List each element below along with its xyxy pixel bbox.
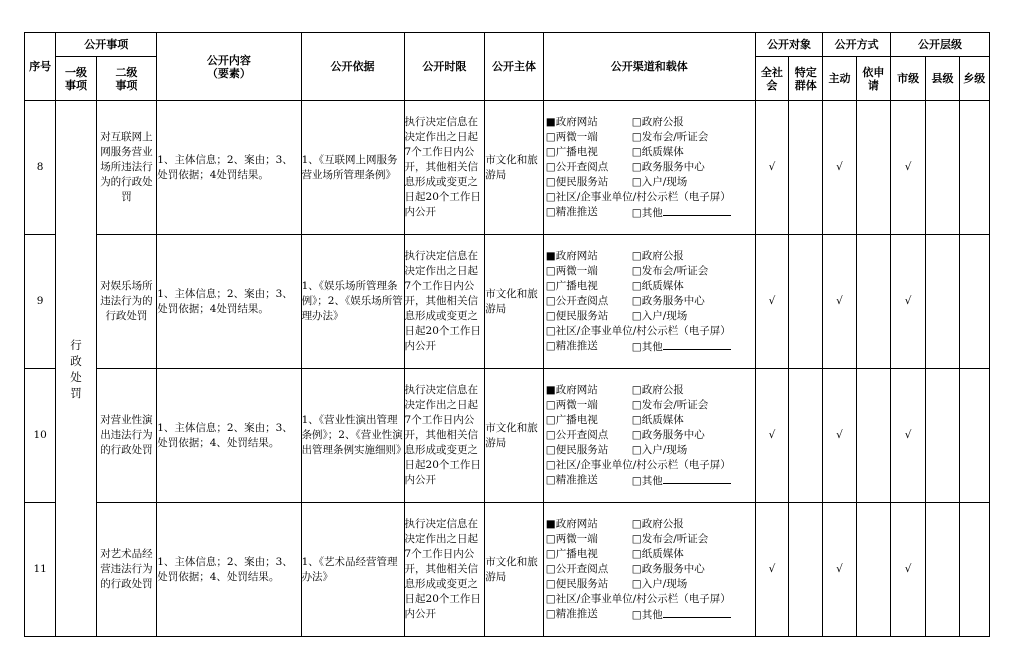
checkbox-icon: □ — [545, 443, 556, 456]
check-target-all: √ — [755, 101, 788, 235]
channel-service-station: 便民服务站 — [555, 309, 609, 322]
header-basis: 公开依据 — [301, 33, 404, 101]
header-matter: 公开事项 — [56, 33, 157, 57]
row-time: 执行决定信息在决定作出之日起7个工作日内公开，其他相关信息形成或变更之日起20个工作日内公开 — [404, 235, 485, 369]
check-method-active: √ — [823, 369, 856, 503]
channel-community: 社区/企事业单位/村公示栏（电子屏） — [555, 190, 731, 203]
header-target-specific: 特定 群体 — [789, 57, 823, 101]
header-subject: 公开主体 — [485, 33, 544, 101]
channel-query-point: 公开查阅点 — [555, 428, 609, 441]
cell-level-town — [959, 503, 989, 637]
checkbox-icon: □ — [631, 398, 642, 411]
cell-method-apply — [856, 235, 890, 369]
channel-radio-tv: 广播电视 — [555, 547, 598, 560]
table-body — [25, 101, 990, 637]
channel-press: 发布会/听证会 — [641, 130, 709, 143]
check-target-all: √ — [755, 369, 788, 503]
header-method-apply: 依申 请 — [856, 57, 890, 101]
channel-service-center: 政务服务中心 — [641, 160, 705, 173]
checkbox-icon: □ — [545, 294, 556, 307]
channel-other: 其他 — [641, 340, 663, 353]
checkbox-icon: □ — [545, 190, 556, 203]
channel-community: 社区/企事业单位/村公示栏（电子屏） — [555, 592, 731, 605]
channel-query-point: 公开查阅点 — [555, 294, 609, 307]
channel-query-point: 公开查阅点 — [555, 160, 609, 173]
checked-box-icon: ■ — [545, 383, 556, 396]
other-blank-line — [663, 205, 731, 216]
channel-service-center: 政务服务中心 — [641, 428, 705, 441]
checkbox-icon: □ — [545, 175, 556, 188]
channel-query-point: 公开查阅点 — [555, 562, 609, 575]
checkbox-icon: □ — [545, 413, 556, 426]
checkbox-icon: □ — [545, 309, 556, 322]
row-level2: 对营业性演出违法行为的行政处罚 — [96, 369, 157, 503]
table-row — [25, 235, 990, 369]
channel-push: 精准推送 — [555, 205, 598, 218]
channel-service-station: 便民服务站 — [555, 175, 609, 188]
channel-press: 发布会/听证会 — [641, 264, 709, 277]
row-level2: 对艺术品经营违法行为的行政处罚 — [96, 503, 157, 637]
other-blank-line — [663, 607, 731, 618]
checkbox-icon: □ — [545, 130, 556, 143]
cell-target-specific — [789, 369, 823, 503]
row-level1 — [56, 101, 96, 637]
channel-community: 社区/企事业单位/村公示栏（电子屏） — [555, 458, 731, 471]
other-blank-line — [663, 339, 731, 350]
header-target-all: 全社 会 — [755, 57, 788, 101]
header-level-city: 市级 — [890, 57, 925, 101]
channel-gov-site: 政府网站 — [555, 517, 598, 530]
header-time: 公开时限 — [404, 33, 485, 101]
header-target: 公开对象 — [755, 33, 823, 57]
channel-gov-gazette: 政府公报 — [641, 517, 684, 530]
checkbox-icon: □ — [631, 443, 642, 456]
cell-level-county — [926, 235, 959, 369]
checkbox-icon: □ — [631, 115, 642, 128]
channel-door-site: 入户/现场 — [641, 175, 688, 188]
header-content: 公开内容 （要素） — [157, 33, 301, 101]
channel-press: 发布会/听证会 — [641, 532, 709, 545]
cell-method-apply — [856, 503, 890, 637]
checkbox-icon: □ — [545, 264, 556, 277]
checkbox-icon: □ — [631, 249, 642, 262]
check-method-active: √ — [823, 101, 856, 235]
row-channel — [543, 101, 755, 235]
checkbox-icon: □ — [545, 473, 556, 486]
check-method-active: √ — [823, 503, 856, 637]
checkbox-icon: □ — [545, 324, 556, 337]
channel-gov-gazette: 政府公报 — [641, 383, 684, 396]
channel-print-media: 纸质媒体 — [641, 413, 684, 426]
checkbox-icon: □ — [631, 309, 642, 322]
row-seq: 10 — [25, 369, 56, 503]
channel-gov-site: 政府网站 — [555, 249, 598, 262]
row-seq: 8 — [25, 101, 56, 235]
header-channel: 公开渠道和载体 — [543, 33, 755, 101]
checkbox-icon: □ — [631, 206, 642, 219]
cell-method-apply — [856, 369, 890, 503]
header-level: 公开层级 — [890, 33, 989, 57]
cell-target-specific — [789, 235, 823, 369]
row-basis: 1、《娱乐场所管理条例》；2、《娱乐场所管理办法》 — [301, 235, 404, 369]
channel-print-media: 纸质媒体 — [641, 279, 684, 292]
checkbox-icon: □ — [545, 532, 556, 545]
channel-press: 发布会/听证会 — [641, 398, 709, 411]
cell-target-specific — [789, 503, 823, 637]
header-seq: 序号 — [25, 33, 56, 101]
row-time: 执行决定信息在决定作出之日起7个工作日内公开，其他相关信息形成或变更之日起20个工作日内公开 — [404, 101, 485, 235]
channel-two-micro: 两微一端 — [555, 130, 598, 143]
row-subject: 市文化和旅游局 — [485, 369, 544, 503]
checkbox-icon: □ — [631, 517, 642, 530]
disclosure-table — [24, 32, 990, 637]
header-level-town: 乡级 — [959, 57, 989, 101]
row-content: 1、主体信息；2、案由；3、处罚依据；4处罚结果。 — [157, 235, 301, 369]
check-target-all: √ — [755, 503, 788, 637]
check-level-city: √ — [890, 503, 925, 637]
row-time: 执行决定信息在决定作出之日起7个工作日内公开，其他相关信息形成或变更之日起20个工作日内公开 — [404, 503, 485, 637]
channel-print-media: 纸质媒体 — [641, 145, 684, 158]
cell-level-county — [926, 503, 959, 637]
checked-box-icon: ■ — [545, 249, 556, 262]
cell-method-apply — [856, 101, 890, 235]
check-level-city: √ — [890, 101, 925, 235]
checkbox-icon: □ — [631, 532, 642, 545]
checkbox-icon: □ — [631, 340, 642, 353]
checkbox-icon: □ — [631, 264, 642, 277]
checkbox-icon: □ — [545, 160, 556, 173]
header-level1: 一级 事项 — [56, 57, 96, 101]
checkbox-icon: □ — [545, 279, 556, 292]
channel-gov-site: 政府网站 — [555, 115, 598, 128]
table-row — [25, 101, 990, 235]
channel-service-center: 政务服务中心 — [641, 562, 705, 575]
checkbox-icon: □ — [545, 577, 556, 590]
header-level2: 二级 事项 — [96, 57, 157, 101]
checkbox-icon: □ — [631, 428, 642, 441]
checkbox-icon: □ — [631, 474, 642, 487]
check-method-active: √ — [823, 235, 856, 369]
cell-level-town — [959, 101, 989, 235]
channel-two-micro: 两微一端 — [555, 532, 598, 545]
channel-radio-tv: 广播电视 — [555, 413, 598, 426]
checkbox-icon: □ — [545, 339, 556, 352]
channel-service-station: 便民服务站 — [555, 443, 609, 456]
channel-other: 其他 — [641, 206, 663, 219]
checkbox-icon: □ — [631, 383, 642, 396]
channel-radio-tv: 广播电视 — [555, 145, 598, 158]
channel-radio-tv: 广播电视 — [555, 279, 598, 292]
row-subject: 市文化和旅游局 — [485, 503, 544, 637]
channel-service-station: 便民服务站 — [555, 577, 609, 590]
checkbox-icon: □ — [631, 547, 642, 560]
checkbox-icon: □ — [631, 608, 642, 621]
channel-door-site: 入户/现场 — [641, 443, 688, 456]
row-subject: 市文化和旅游局 — [485, 235, 544, 369]
channel-two-micro: 两微一端 — [555, 264, 598, 277]
channel-door-site: 入户/现场 — [641, 309, 688, 322]
row-content: 1、主体信息；2、案由；3、处罚依据；4、处罚结果。 — [157, 369, 301, 503]
row-basis: 1、《互联网上网服务营业场所管理条例》 — [301, 101, 404, 235]
cell-level-county — [926, 101, 959, 235]
checkbox-icon: □ — [631, 413, 642, 426]
header-method: 公开方式 — [823, 33, 891, 57]
checkbox-icon: □ — [631, 562, 642, 575]
check-level-city: √ — [890, 369, 925, 503]
channel-push: 精准推送 — [555, 339, 598, 352]
check-level-city: √ — [890, 235, 925, 369]
table-row — [25, 369, 990, 503]
channel-gov-gazette: 政府公报 — [641, 249, 684, 262]
row-seq: 9 — [25, 235, 56, 369]
row-seq: 11 — [25, 503, 56, 637]
channel-service-center: 政务服务中心 — [641, 294, 705, 307]
checkbox-icon: □ — [545, 428, 556, 441]
row-level2: 对娱乐场所违法行为的行政处罚 — [96, 235, 157, 369]
checkbox-icon: □ — [631, 175, 642, 188]
checkbox-icon: □ — [631, 160, 642, 173]
row-content: 1、主体信息；2、案由；3、处罚依据；4、处罚结果。 — [157, 503, 301, 637]
header-level-county: 县级 — [926, 57, 959, 101]
level1-label: 行 政 处 罚 — [70, 337, 82, 400]
checkbox-icon: □ — [545, 562, 556, 575]
checkbox-icon: □ — [545, 205, 556, 218]
checkbox-icon: □ — [545, 398, 556, 411]
row-basis: 1、《艺术品经营管理办法》 — [301, 503, 404, 637]
channel-push: 精准推送 — [555, 607, 598, 620]
row-channel — [543, 503, 755, 637]
channel-other: 其他 — [641, 608, 663, 621]
checked-box-icon: ■ — [545, 115, 556, 128]
check-target-all: √ — [755, 235, 788, 369]
row-basis: 1、《营业性演出管理条例》；2、《营业性演出管理条例实施细则》 — [301, 369, 404, 503]
channel-other: 其他 — [641, 474, 663, 487]
row-content: 1、主体信息；2、案由；3、处罚依据；4处罚结果。 — [157, 101, 301, 235]
checkbox-icon: □ — [545, 458, 556, 471]
row-subject: 市文化和旅游局 — [485, 101, 544, 235]
cell-target-specific — [789, 101, 823, 235]
checkbox-icon: □ — [631, 279, 642, 292]
cell-level-county — [926, 369, 959, 503]
channel-gov-gazette: 政府公报 — [641, 115, 684, 128]
checked-box-icon: ■ — [545, 517, 556, 530]
checkbox-icon: □ — [631, 130, 642, 143]
cell-level-town — [959, 369, 989, 503]
checkbox-icon: □ — [631, 145, 642, 158]
row-time: 执行决定信息在决定作出之日起7个工作日内公开，其他相关信息形成或变更之日起20个工作日内公开 — [404, 369, 485, 503]
row-channel — [543, 369, 755, 503]
channel-print-media: 纸质媒体 — [641, 547, 684, 560]
channel-two-micro: 两微一端 — [555, 398, 598, 411]
table-row — [25, 503, 990, 637]
other-blank-line — [663, 473, 731, 484]
channel-community: 社区/企事业单位/村公示栏（电子屏） — [555, 324, 731, 337]
row-channel — [543, 235, 755, 369]
channel-push: 精准推送 — [555, 473, 598, 486]
checkbox-icon: □ — [545, 547, 556, 560]
channel-gov-site: 政府网站 — [555, 383, 598, 396]
checkbox-icon: □ — [631, 294, 642, 307]
cell-level-town — [959, 235, 989, 369]
channel-door-site: 入户/现场 — [641, 577, 688, 590]
checkbox-icon: □ — [545, 592, 556, 605]
row-level2: 对互联网上网服务营业场所违法行为的行政处罚 — [96, 101, 157, 235]
checkbox-icon: □ — [545, 607, 556, 620]
checkbox-icon: □ — [631, 577, 642, 590]
checkbox-icon: □ — [545, 145, 556, 158]
header-method-active: 主动 — [823, 57, 856, 101]
